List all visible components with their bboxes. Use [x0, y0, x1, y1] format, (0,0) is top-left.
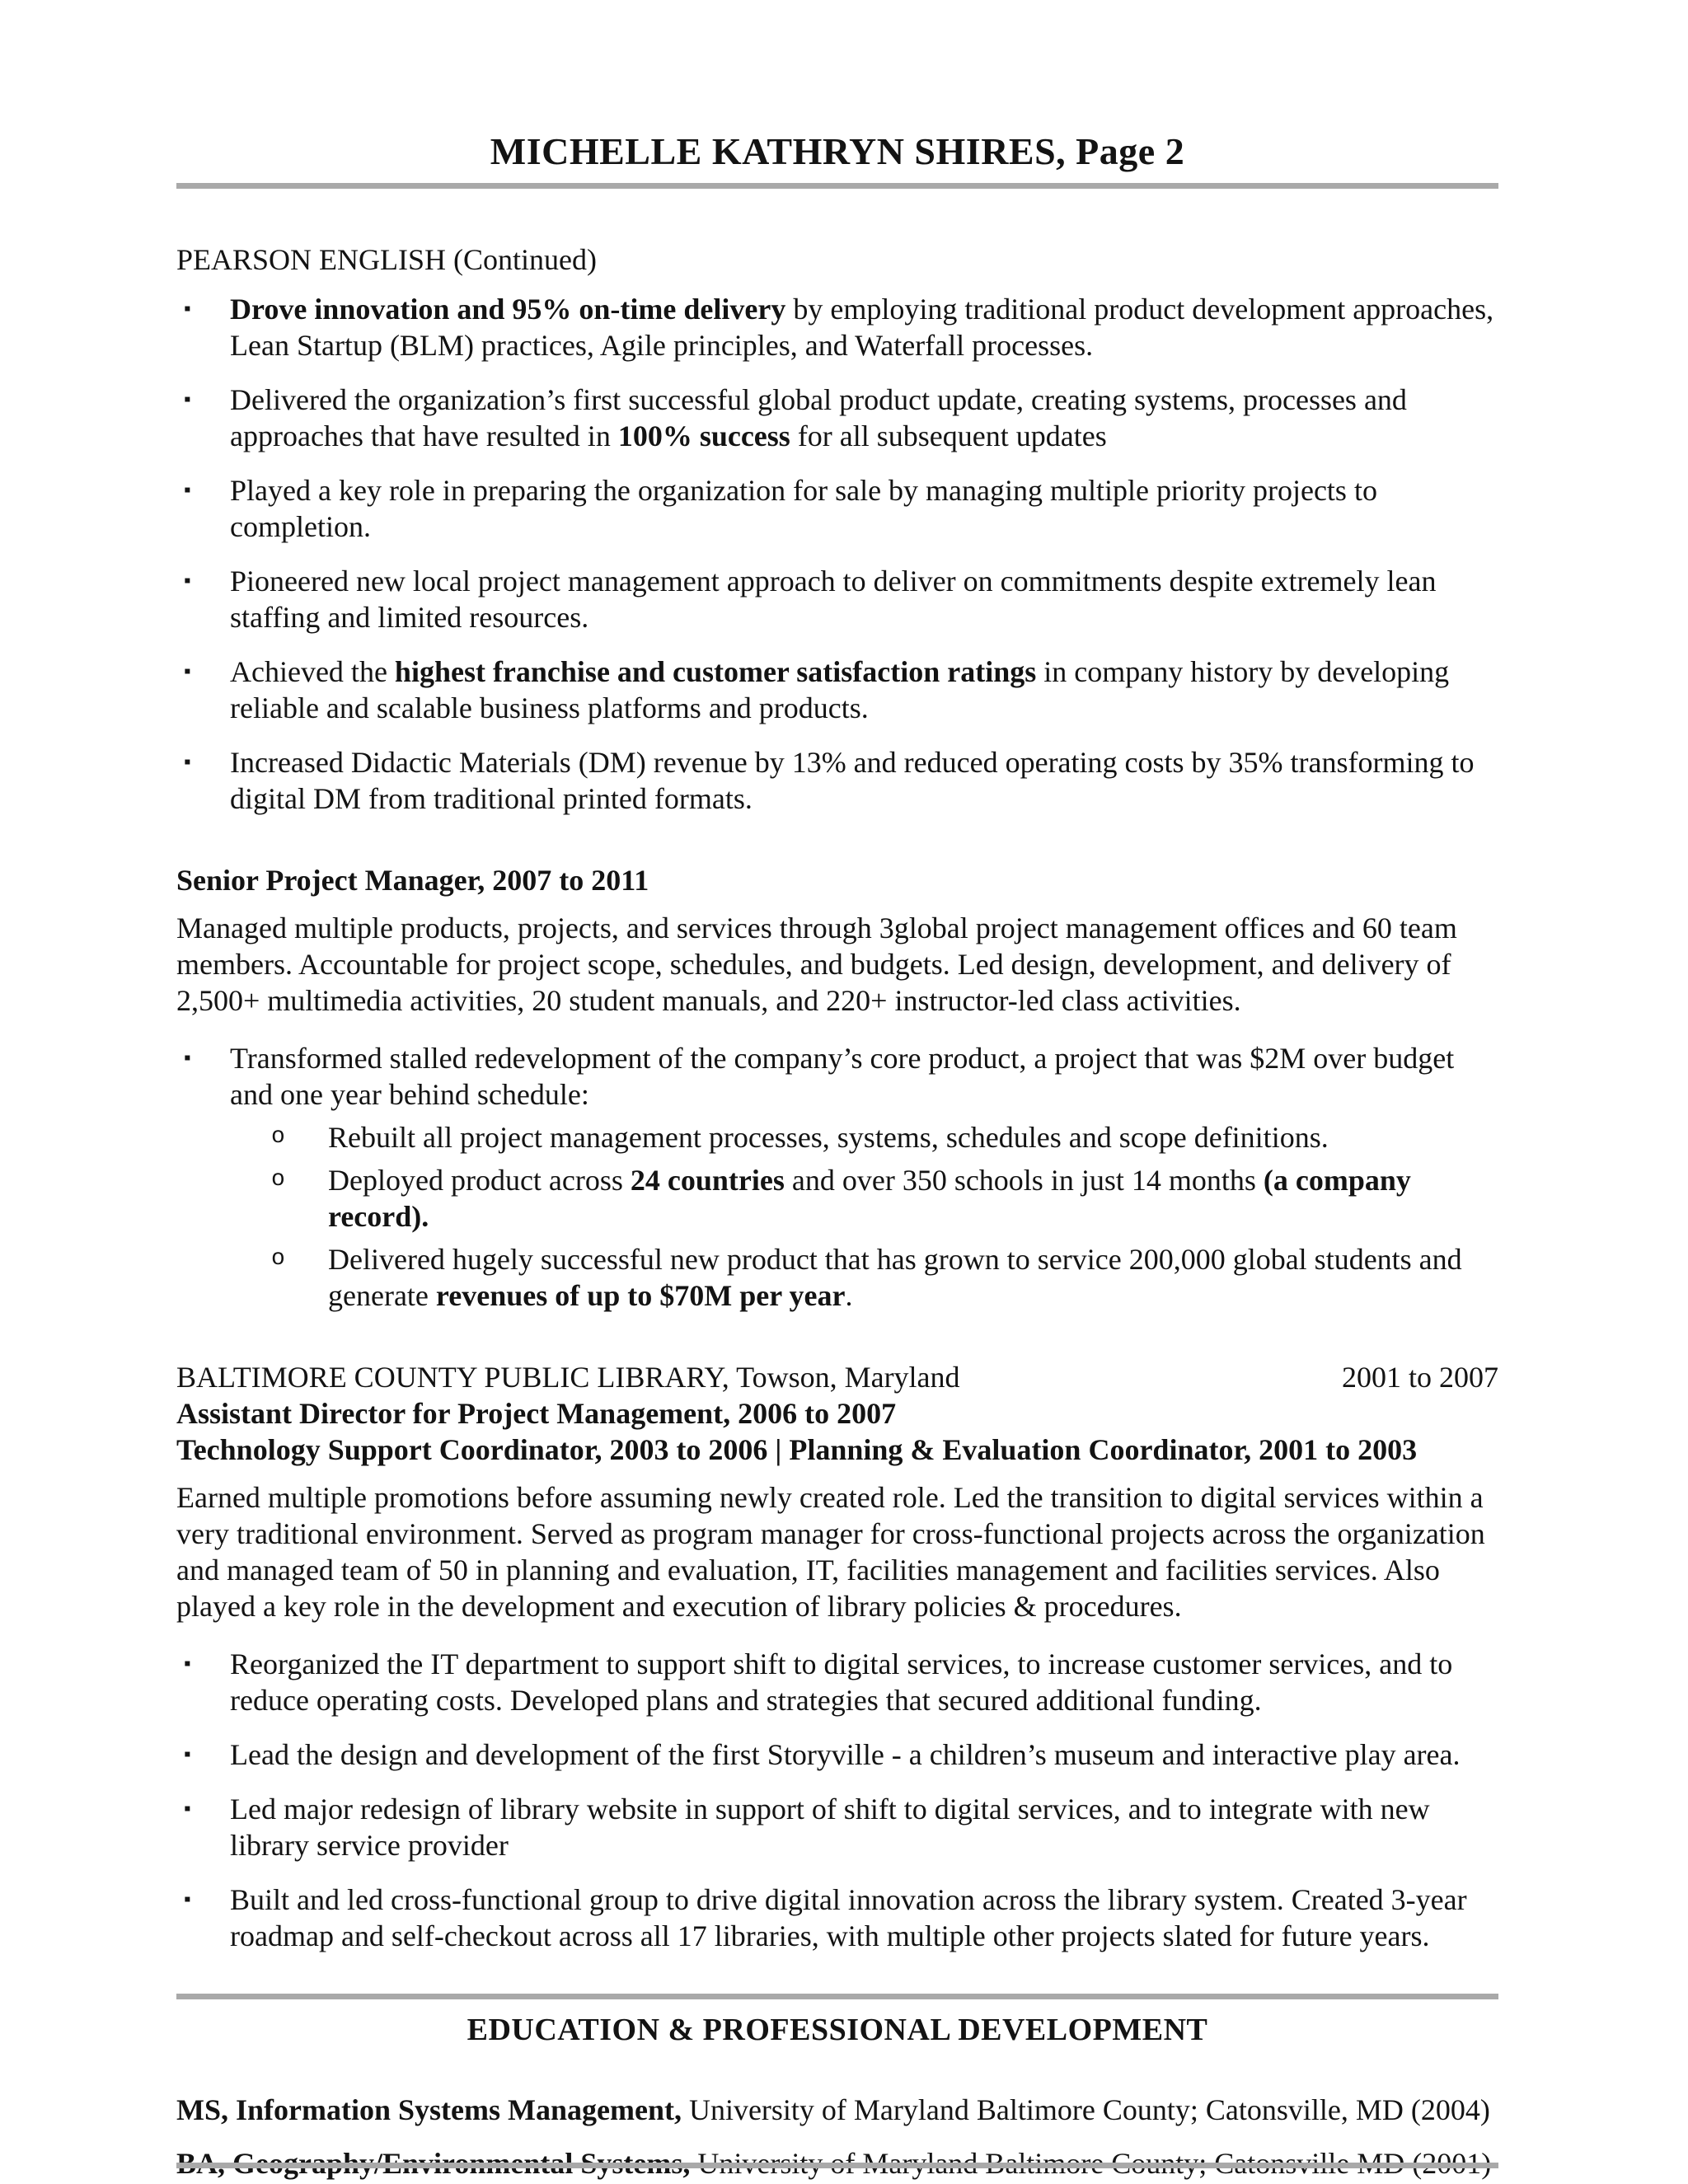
bullet-item — [184, 1736, 1498, 1773]
section-education — [176, 1994, 1498, 2182]
role-title-line-1: Assistant Director for Project Management, 2006 to 2007 — [176, 1397, 897, 1430]
bullet-item — [184, 1882, 1498, 1954]
bullet-item — [184, 291, 1498, 363]
library-bullet-list — [176, 1646, 1498, 1954]
bullet-text: Delivered the organization’s first successful global product update, creating systems, processes and approaches that have resulted in 100% success for all subsequent updates — [230, 383, 1407, 452]
square-bullet-icon: ▪ — [184, 298, 191, 320]
bullet-text: Reorganized the IT department to support shift to digital services, to increase customer services, and to reduce operating costs. Developed plans and strategies that secured additional funding. — [230, 1647, 1453, 1717]
bullet-item — [184, 563, 1498, 635]
company-dates: 2001 to 2007 — [1341, 1361, 1498, 1394]
bullet-item — [184, 1646, 1498, 1718]
square-bullet-icon: ▪ — [184, 1798, 191, 1820]
bullet-item — [184, 382, 1498, 454]
education-rule — [176, 1994, 1498, 1999]
square-bullet-icon: ▪ — [184, 570, 191, 592]
bullet-text: Drove innovation and 95% on-time delivery by employing traditional product development approaches, Lean Startup (BLM) practices, Agile principles, and Waterfall processes. — [230, 293, 1494, 362]
square-bullet-icon: ▪ — [184, 1889, 191, 1910]
square-bullet-icon: ▪ — [184, 1744, 191, 1765]
bullet-body — [230, 744, 1498, 817]
education-heading: EDUCATION & PROFESSIONAL DEVELOPMENT — [467, 2013, 1208, 2047]
bullet-text: Achieved the highest franchise and customer satisfaction ratings in company history by developing reliable and scalable business platforms and products. — [230, 655, 1450, 724]
square-bullet-icon: ▪ — [184, 1653, 191, 1675]
section-baltimore-library — [176, 1359, 1498, 1954]
company-name: BALTIMORE COUNTY PUBLIC LIBRARY, Towson, Maryland — [176, 1361, 960, 1394]
sub-bullet-text: Delivered hugely successful new product that has grown to service 200,000 global students and generate revenues of up to $70M per year. — [328, 1243, 1462, 1312]
bullet-item — [184, 1040, 1498, 1314]
bullet-body — [230, 1040, 1498, 1314]
sub-bullet-item — [271, 1119, 1498, 1155]
header-rule — [176, 183, 1498, 189]
bullet-body — [230, 654, 1498, 726]
pearson-bullet-list — [176, 291, 1498, 817]
footer-rule — [176, 2163, 1498, 2168]
bullet-text: Built and led cross-functional group to drive digital innovation across the library system. Created 3-year roadmap and self-checkout across all 17 libraries, with multiple other projects slated for future years. — [230, 1883, 1467, 1952]
sub-bullet-list — [230, 1119, 1498, 1314]
bullet-body — [230, 1882, 1498, 1954]
page-title: MICHELLE KATHRYN SHIRES, Page 2 — [490, 130, 1185, 172]
employer-heading: PEARSON ENGLISH (Continued) — [176, 243, 597, 276]
bullet-item — [184, 744, 1498, 817]
section-senior-project-manager — [176, 862, 1498, 1314]
role-title-line-2: Technology Support Coordinator, 2003 to 2006 | Planning & Evaluation Coordinator, 2001 to 2003 — [176, 1433, 1418, 1466]
role-summary-senior-pm: Managed multiple products, projects, and services through 3global project management offices and 60 team members. Accountable for project scope, schedules, and budgets. Led design, development, and delivery of 2,500+ multimedia activities, 20 student manuals, and 220+ instructor-led class activities. — [176, 912, 1457, 1017]
square-bullet-icon: ▪ — [184, 661, 191, 682]
senior-pm-bullet-list — [176, 1040, 1498, 1314]
bullet-text: Led major redesign of library website in support of shift to digital services, and to integrate with new library service provider — [230, 1793, 1430, 1862]
bullet-body — [230, 1646, 1498, 1718]
bullet-text: Lead the design and development of the first Storyville - a children’s museum and interactive play area. — [230, 1738, 1461, 1771]
circle-bullet-icon: o — [271, 1246, 285, 1272]
sub-bullet-item — [271, 1162, 1498, 1235]
circle-bullet-icon: o — [271, 1167, 285, 1193]
role-heading-senior-pm: Senior Project Manager, 2007 to 2011 — [176, 864, 649, 897]
company-row — [176, 1359, 1498, 1395]
sub-bullet-text: Rebuilt all project management processes, systems, schedules and scope definitions. — [328, 1121, 1329, 1154]
bullet-body — [230, 1791, 1498, 1863]
bullet-body — [230, 382, 1498, 454]
square-bullet-icon: ▪ — [184, 1047, 191, 1069]
education-item-ms: MS, Information Systems Management, University of Maryland Baltimore County; Catonsville, MD (2004) — [176, 2093, 1490, 2126]
sub-bullet-text: Deployed product across 24 countries and over 350 schools in just 14 months (a company record). — [328, 1164, 1411, 1233]
bullet-text: Increased Didactic Materials (DM) revenue by 13% and reduced operating costs by 35% transforming to digital DM from traditional printed formats. — [230, 746, 1475, 815]
bullet-body — [230, 563, 1498, 635]
square-bullet-icon: ▪ — [184, 389, 191, 410]
bullet-item — [184, 472, 1498, 545]
section-pearson-english — [176, 241, 1498, 817]
page-header — [176, 130, 1498, 189]
bullet-body — [230, 291, 1498, 363]
bullet-item — [184, 654, 1498, 726]
bullet-text: Played a key role in preparing the organization for sale by managing multiple priority projects to completion. — [230, 474, 1377, 543]
bullet-text: Transformed stalled redevelopment of the company’s core product, a project that was $2M over budget and one year behind schedule: — [230, 1042, 1455, 1111]
bullet-item — [184, 1791, 1498, 1863]
square-bullet-icon: ▪ — [184, 480, 191, 501]
library-summary: Earned multiple promotions before assuming newly created role. Led the transition to digital services within a very traditional environment. Served as program manager for cross-functional projects across the organization and managed team of 50 in planning and evaluation, IT, facilities management and facilities services. Also played a key role in the development and execution of library policies & procedures. — [176, 1481, 1485, 1623]
bullet-body — [230, 1736, 1498, 1773]
bullet-body — [230, 472, 1498, 545]
bullet-text: Pioneered new local project management approach to deliver on commitments despite extremely lean staffing and limited resources. — [230, 565, 1437, 634]
library-titles — [176, 1395, 1498, 1468]
square-bullet-icon: ▪ — [184, 752, 191, 773]
circle-bullet-icon: o — [271, 1124, 285, 1150]
sub-bullet-item — [271, 1241, 1498, 1314]
